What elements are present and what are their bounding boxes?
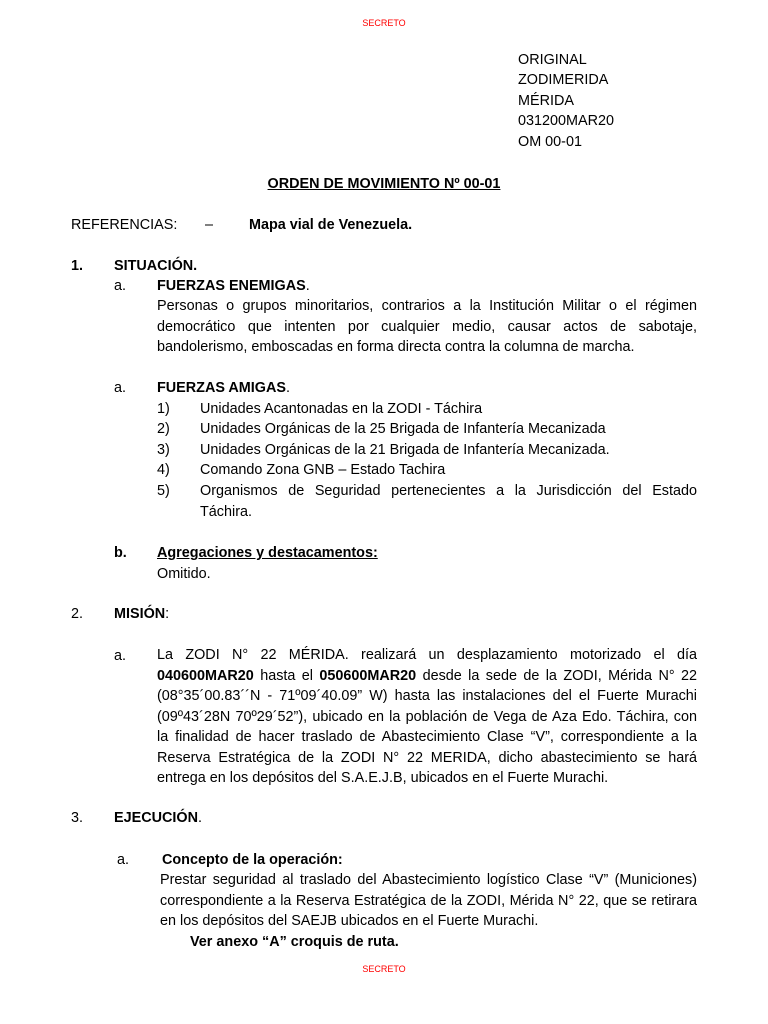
enemy-heading: [157, 276, 310, 296]
concept-paragraph: Prestar seguridad al traslado del Abastecimiento logístico Clase “V” (Municiones) correspondiente a la Reserva Estratégica de la ZODI, Mérida N° 22, que se retirara en los depósitos del SAEJB ubicados en el Fuerte Murachi.: [160, 872, 697, 929]
friendly-item-number: 3): [157, 442, 170, 458]
concept-letter: a.: [117, 852, 130, 868]
header-line: 031200MAR20: [518, 113, 615, 130]
header-line: OM 00-01: [518, 133, 582, 150]
header-line: ZODIMERIDA: [518, 72, 609, 89]
enemy-letter: a.: [114, 278, 127, 294]
classification-bottom: SECRETO: [362, 964, 406, 974]
friendly-item-text: Unidades Orgánicas de la 25 Brigada de Infantería Mecanizada: [200, 421, 606, 437]
enemy-title-suffix: .: [305, 278, 310, 294]
friendly-item-text: Comando Zona GNB – Estado Tachira: [200, 462, 446, 478]
section2-heading: [114, 604, 169, 624]
section3-number: 3.: [71, 810, 84, 826]
section2-title: MISIÓN: [114, 606, 166, 622]
section1-title: SITUACIÓN.: [114, 258, 198, 274]
enemy-paragraph: Personas o grupos minoritarios, contrarios a la Institución Militar o el régimen democrático que intenten por cualquier medio, causar actos de sabotaje, bandolerismo, emboscadas en forma directa contra la columna de marcha.: [157, 298, 697, 355]
document-title: ORDEN DE MOVIMIENTO Nº 00-01: [267, 176, 501, 192]
section3-title-suffix: .: [197, 810, 202, 826]
friendly-item-number: 4): [157, 462, 170, 478]
friendly-item-number: 5): [157, 483, 170, 499]
mission-start-dtg: 040600MAR20: [157, 667, 254, 684]
references-label: REFERENCIAS:: [71, 217, 178, 233]
section3-title: EJECUCIÓN: [114, 810, 198, 826]
attachments-letter: b.: [114, 545, 127, 561]
friendly-item-number: 1): [157, 401, 170, 417]
friendly-heading: [157, 378, 290, 398]
section1-number: 1.: [71, 258, 84, 274]
section2-title-suffix: :: [165, 606, 170, 622]
friendly-item-number: 2): [157, 421, 170, 437]
friendly-item-text: Unidades Acantonadas en la ZODI - Táchira: [200, 401, 483, 417]
mission-text: hasta el: [253, 667, 320, 684]
mission-text: desde la sede de la ZODI, Mérida N° 22 (08°35´00.83´´N - 71º09´40.09” W) hasta las instalaciones del el Fuerte Murachi (09º43´28N 70º29´52”), ubicado en la población de Vega de Aza Edo. Táchira, con la finalidad de hacer traslado de Abastecimiento Clase “V”, correspondiente a la Reserva Estratégica de la ZODI N° 22 MERIDA, dicho abastecimiento se hará entrega en los depósitos del S.A.E.J.B, ubicados en el Fuerte Murachi.: [157, 667, 697, 786]
concept-title: Concepto de la operación:: [162, 852, 343, 868]
friendly-title-suffix: .: [285, 380, 290, 396]
attachments-title: Agregaciones y destacamentos:: [157, 545, 378, 561]
mission-end-dtg: 050600MAR20: [319, 667, 417, 684]
header-line: MÉRIDA: [518, 92, 574, 109]
friendly-title: FUERZAS AMIGAS: [157, 380, 286, 396]
header-line: ORIGINAL: [518, 52, 587, 68]
friendly-letter: a.: [114, 380, 127, 396]
friendly-item-text: Organismos de Seguridad pertenecientes a la Jurisdicción del Estado Táchira.: [200, 483, 697, 520]
attachments-text: Omitido.: [157, 566, 211, 582]
mission-text: La ZODI N° 22 MÉRIDA. realizará un desplazamiento motorizado el día: [157, 647, 697, 663]
references-dash: –: [205, 217, 214, 233]
classification-top: SECRETO: [362, 18, 406, 28]
annex-reference: Ver anexo “A” croquis de ruta.: [190, 934, 399, 950]
enemy-title: FUERZAS ENEMIGAS: [157, 278, 306, 294]
section3-heading: [114, 808, 202, 828]
references-value: Mapa vial de Venezuela.: [249, 217, 413, 233]
section2-number: 2.: [71, 606, 84, 622]
friendly-item-text: Unidades Orgánicas de la 21 Brigada de Infantería Mecanizada.: [200, 442, 610, 458]
header-block: [518, 50, 614, 152]
mission-letter: a.: [114, 648, 127, 664]
mission-paragraph: [157, 645, 697, 789]
